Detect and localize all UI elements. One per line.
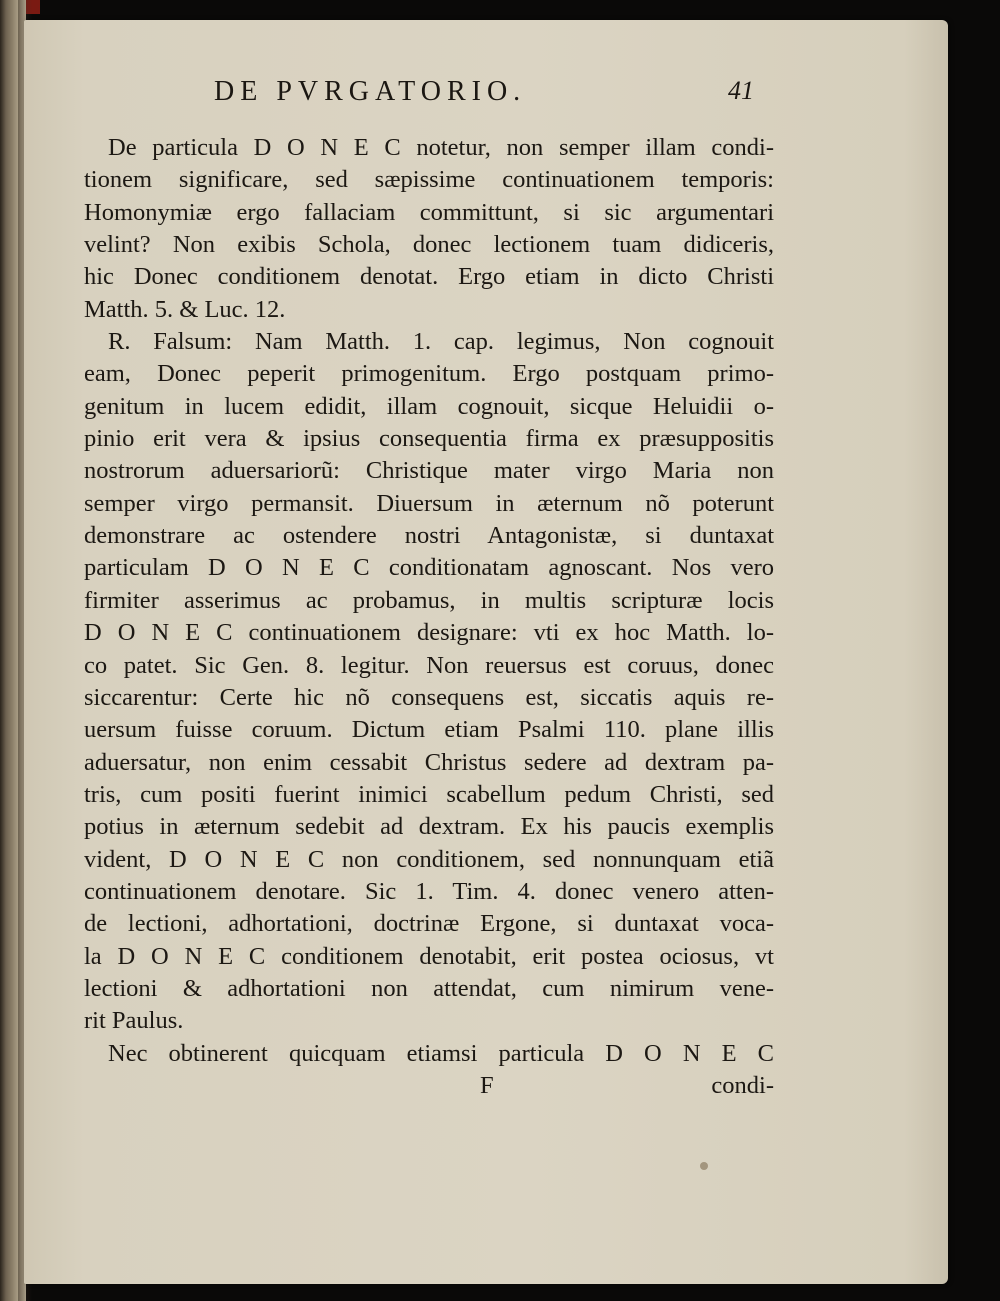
- text-line: co patet. Sic Gen. 8. legitur. Non reuersus est coruus, donec: [84, 651, 774, 679]
- text-line: potius in æternum sedebit ad dextram. Ex his paucis exemplis: [84, 813, 774, 841]
- text-line: nostrorum aduersariorũ: Christique mater virgo Maria non: [84, 457, 774, 485]
- text-line: de lectioni, adhortationi, doctrinæ Ergone, si duntaxat voca-: [84, 910, 774, 938]
- text-line: eam, Donec peperit primogenitum. Ergo postquam primo-: [84, 360, 774, 388]
- text-line: tris, cum positi fuerint inimici scabellum pedum Christi, sed: [84, 780, 774, 808]
- paper-stain: [700, 1162, 708, 1170]
- text-line: hic Donec conditionem denotat. Ergo etiam in dicto Christi: [84, 263, 774, 291]
- text-line: lectioni & adhortationi non attendat, cum nimirum vene-: [84, 974, 774, 1002]
- text-line: continuationem denotare. Sic 1. Tim. 4. donec venero atten-: [84, 877, 774, 905]
- text-line: genitum in lucem edidit, illam cognouit, sicque Heluidii o-: [84, 392, 774, 420]
- text-line: vident, D O N E C non conditionem, sed nonnunquam etiã: [84, 845, 774, 873]
- text-line: siccarentur: Certe hic nõ consequens est, siccatis aquis re-: [84, 683, 774, 711]
- text-line: particulam D O N E C conditionatam agnoscant. Nos vero: [84, 554, 774, 582]
- page-number: 41: [728, 76, 754, 105]
- text-line: pinio erit vera & ipsius consequentia firma ex præsuppositis: [84, 425, 774, 453]
- text-line: De particula D O N E C notetur, non semper illam condi-: [108, 134, 774, 161]
- text-line: aduersatur, non enim cessabit Christus sedere ad dextram pa-: [84, 748, 774, 776]
- text-line: R. Falsum: Nam Matth. 1. cap. legimus, Non cognouit: [108, 328, 774, 356]
- text-line: firmiter asserimus ac probamus, in multis scripturæ locis: [84, 586, 774, 614]
- text-line: Nec obtinerent quicquam etiamsi particula D O N E C: [108, 1039, 774, 1067]
- body-text: [84, 132, 774, 1102]
- running-head: [214, 76, 754, 116]
- text-line: Matth. 5. & Luc. 12.: [84, 295, 286, 323]
- text-line: Homonymiæ ergo fallaciam committunt, si sic argumentari: [84, 198, 774, 226]
- text-line: tionem significare, sed sæpissime continuationem temporis:: [84, 166, 774, 194]
- text-line: uersum fuisse coruum. Dictum etiam Psalmi 110. plane illis: [84, 716, 774, 744]
- signature-line: [84, 1070, 774, 1102]
- text-line: demonstrare ac ostendere nostri Antagonistæ, si duntaxat: [84, 522, 774, 550]
- text-line: rit Paulus.: [84, 1007, 184, 1035]
- text-line: D O N E C continuationem designare: vti ex hoc Matth. lo-: [84, 619, 774, 647]
- text-line: semper virgo permansit. Diuersum in æternum nõ poterunt: [84, 489, 774, 517]
- text-line: la D O N E C conditionem denotabit, erit postea ociosus, vt: [84, 942, 774, 970]
- catchword: condi-: [711, 1071, 774, 1099]
- text-line: velint? Non exibis Schola, donec lectionem tuam didiceris,: [84, 231, 774, 259]
- signature-mark: F: [480, 1071, 494, 1099]
- running-title: DE PVRGATORIO.: [214, 76, 527, 107]
- book-page: [24, 20, 948, 1284]
